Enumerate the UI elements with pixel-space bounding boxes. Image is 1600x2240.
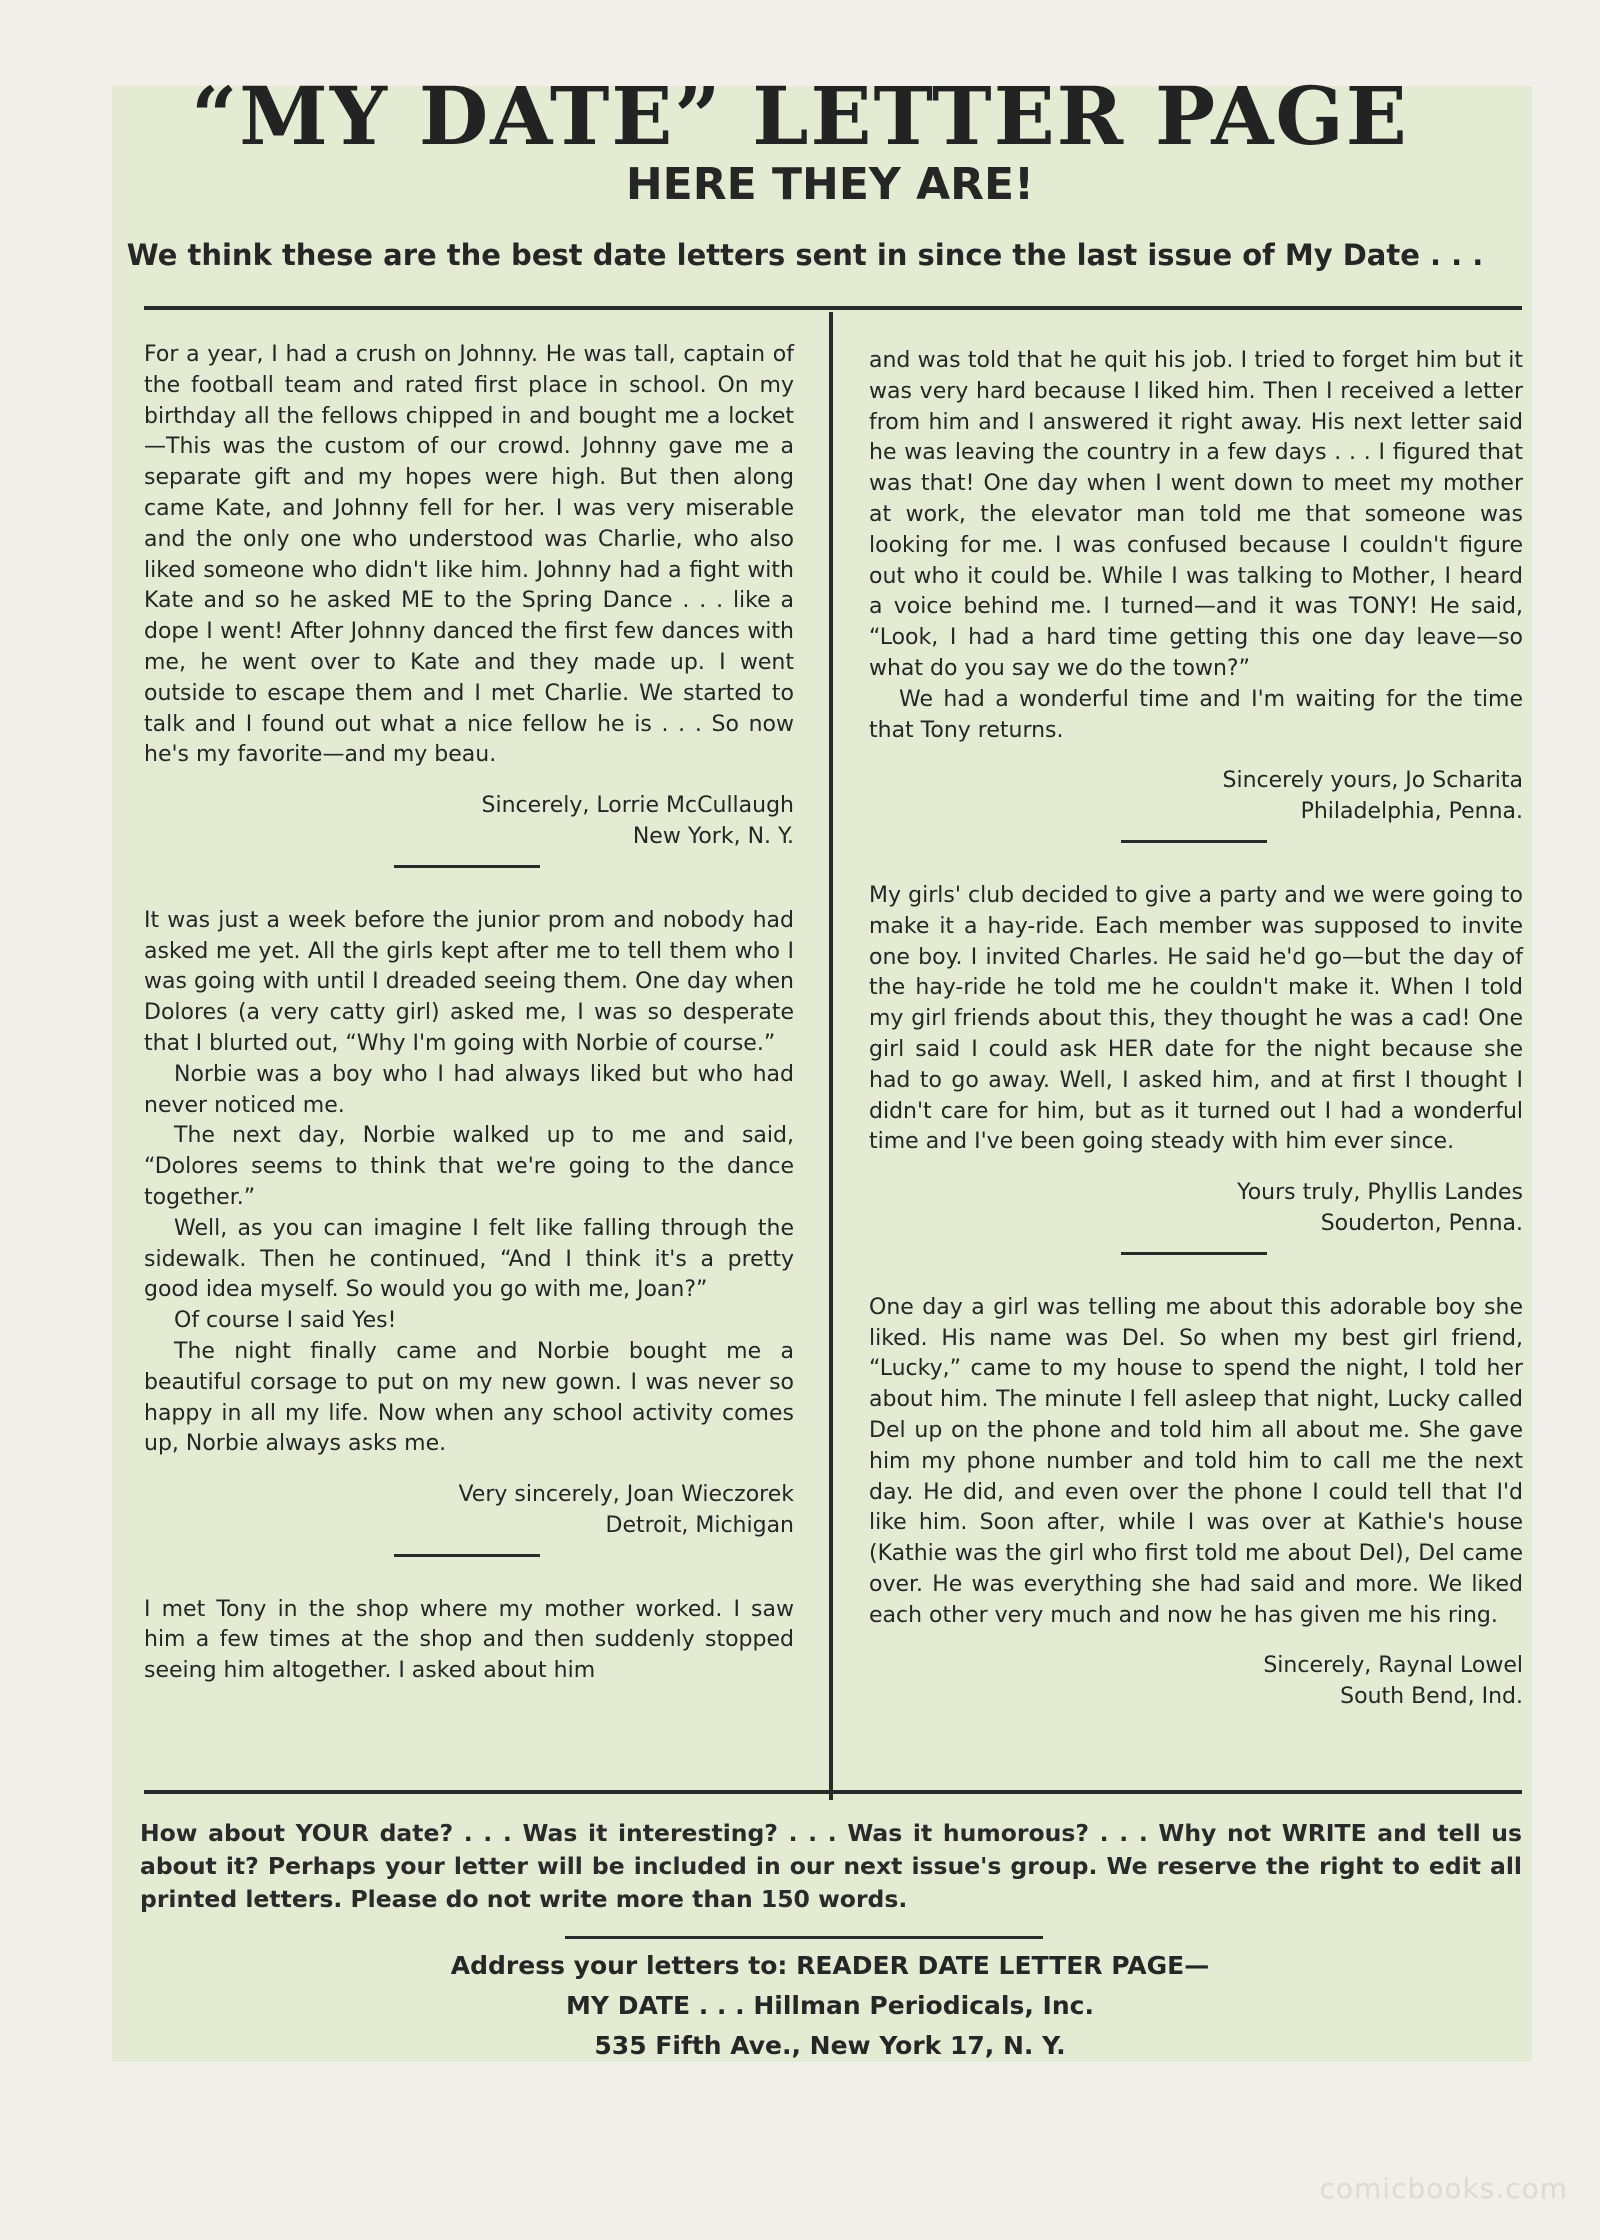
letter-paragraph: and was told that he quit his job. I tried to forget him but it was very hard because I liked him. Then I received a letter from him and I answered it right away. His next letter said he was leaving the country in a few days . . . I figured that was that! One day when I went down to meet my mother at work, the elevator man told me that someone was looking for me. I was confused because I couldn't figure out who it could be. While I was talking to Mother, I heard a voice behind me. I turned—and it was TONY! He said, “Look, I had a hard time getting this one day leave—so what do you say we do the town?” [869, 348, 1523, 681]
letter-lorrie [144, 340, 794, 868]
letter-jo-part2 [869, 346, 1523, 843]
letter-paragraph: My girls' club decided to give a party and we were going to make it a hay-ride. Each member was supposed to invite one boy. I invited Charles. He said he'd go—but the day of the hay-ride he told me he couldn't make it. When I told my girl friends about this, they thought he was a cad! One girl said I could ask HER date for the night because she had to go away. Well, I asked him, and at first I thought I didn't care for him, but as it turned out I had a wonderful time and I've been going steady with him ever since. [869, 882, 1523, 1155]
bottom-rule [144, 1790, 1522, 1794]
letter-jo-part1 [144, 1595, 794, 1687]
address-line-3: 535 Fifth Ave., New York 17, N. Y. [594, 2031, 1066, 2060]
letter-signature: Sincerely, Lorrie McCullaugh [481, 793, 794, 819]
letter-signature: Very sincerely, Joan Wieczorek [458, 1482, 794, 1508]
letter-location: South Bend, Ind. [1340, 1684, 1523, 1710]
page-title: “MY DATE” LETTER PAGE [191, 69, 1409, 163]
letter-joan [144, 906, 794, 1557]
letter-paragraph: Norbie was a boy who I had always liked but who had never noticed me. [144, 1061, 794, 1118]
letter-signature-block [869, 766, 1523, 828]
letter-paragraph: For a year, I had a crush on Johnny. He was tall, captain of the football team and rated first place in school. On my birthday all the fellows chipped in and bought me a locket—This was the custom of our crowd. Johnny gave me a separate gift and my hopes were high. But then along came Kate, and Johnny fell for her. I was very miserable and the only one who understood was Charlie, who also liked someone who didn't like him. Johnny had a fight with Kate and so he asked ME to the Spring Dance . . . like a dope I went! After Johnny danced the first few dances with me, he went over to Kate and they made up. I went outside to escape them and I met Charlie. We started to talk and I found out what a nice fellow he is . . . So now he's my favorite—and my beau. [144, 342, 794, 768]
letter-signature-block [869, 1178, 1523, 1240]
letter-signature-block [869, 1651, 1523, 1713]
letter-location: Detroit, Michigan [605, 1512, 794, 1538]
letter-paragraph: The next day, Norbie walked up to me and said, “Dolores seems to think that we're going to the dance together.” [144, 1123, 794, 1210]
letter-signature-block [144, 791, 794, 853]
right-column [869, 346, 1523, 1713]
letter-paragraph: We had a wonderful time and I'm waiting for the time that Tony returns. [869, 686, 1523, 743]
footer-call-to-action: How about YOUR date? . . . Was it interesting? . . . Was it humorous? . . . Why not WRITE and tell us about it? Perhaps your letter will be included in our next issue's group. We reserve the right to edit all printed letters. Please do not write more than 150 words. [140, 1819, 1522, 1913]
letter-location: New York, N. Y. [632, 823, 794, 849]
letter-location: Souderton, Penna. [1320, 1210, 1523, 1236]
page-subtitle: HERE THEY ARE! [625, 159, 1035, 210]
letter-signature: Sincerely yours, Jo Scharita [1222, 768, 1523, 794]
column-divider [829, 312, 833, 1800]
letter-paragraph: I met Tony in the shop where my mother worked. I saw him a few times at the shop and then suddenly stopped seeing him altogether. I asked about him [144, 1596, 794, 1684]
footer-rule [565, 1936, 1043, 1939]
letter-paragraph: Of course I said Yes! [174, 1308, 397, 1334]
top-rule [144, 306, 1522, 310]
address-line-1: Address your letters to: READER DATE LETTER PAGE— [450, 1951, 1210, 1980]
letter-paragraph: It was just a week before the junior prom and nobody had asked me yet. All the girls kept after me to tell them who I was going with until I dreaded seeing them. One day when Dolores (a very catty girl) asked me, I was so desperate that I blurted out, “Why I'm going with Norbie of course.” [144, 907, 794, 1056]
left-column [144, 340, 794, 1687]
letter-signature: Sincerely, Raynal Lowel [1263, 1653, 1523, 1679]
letter-separator [1121, 1252, 1267, 1255]
page-intro: We think these are the best date letters sent in since the last issue of My Date . . . [126, 238, 1484, 272]
letter-separator [1121, 840, 1267, 843]
address-line-2: MY DATE . . . Hillman Periodicals, Inc. [566, 1991, 1094, 2020]
letter-signature: Yours truly, Phyllis Landes [1237, 1180, 1523, 1206]
letter-separator [394, 865, 540, 868]
letter-separator [394, 1554, 540, 1557]
letter-signature-block [144, 1480, 794, 1542]
watermark: comicbooks.com [1319, 2172, 1568, 2205]
letter-raynal [869, 1293, 1523, 1713]
letter-paragraph: One day a girl was telling me about this adorable boy she liked. His name was Del. So when my best girl friend, “Lucky,” came to my house to spend the night, I told her about him. The minute I fell asleep that night, Lucky called Del up on the phone and told him all about me. She gave him my phone number and told him to call me the next day. He did, and even over the phone I could tell that I'd like him. Soon after, while I was over at Kathie's house (Kathie was the girl who first told me about Del), Del came over. He was everything she had said and more. We liked each other very much and now he has given me his ring. [869, 1294, 1523, 1628]
letter-paragraph: Well, as you can imagine I felt like falling through the sidewalk. Then he continued, “And I think it's a pretty good idea myself. So would you go with me, Joan?” [144, 1215, 794, 1303]
letter-location: Philadelphia, Penna. [1300, 799, 1523, 825]
letter-paragraph: The night finally came and Norbie bought me a beautiful corsage to put on my new gown. I was never so happy in all my life. Now when any school activity comes up, Norbie always asks me. [144, 1338, 794, 1457]
letter-phyllis [869, 881, 1523, 1255]
